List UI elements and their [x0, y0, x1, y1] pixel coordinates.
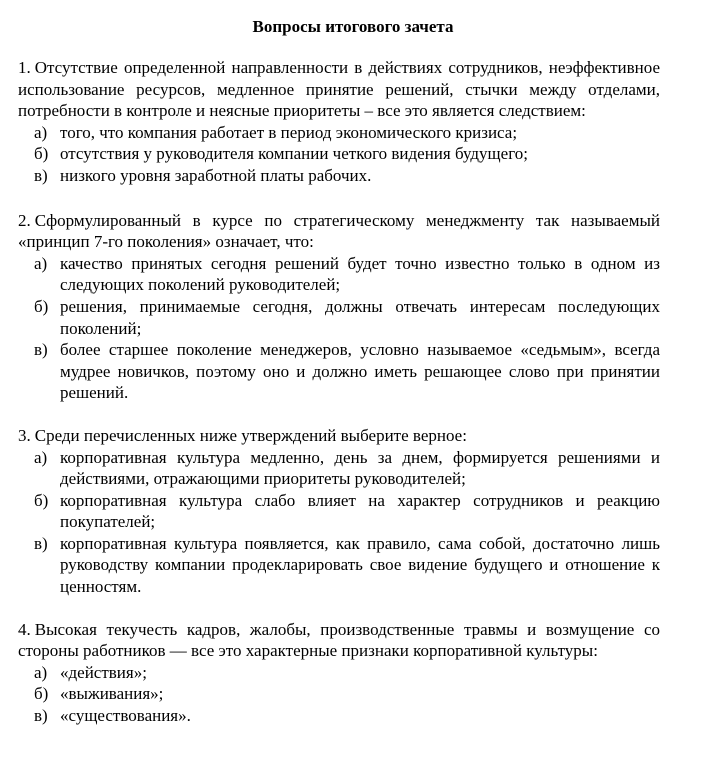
question-4 [18, 619, 660, 727]
question-number: 1. [18, 58, 31, 77]
option-text: качество принятых сегодня решений будет точно известно только в одном из следующих поколений руководителей; [60, 253, 660, 295]
question-number: 4. [18, 619, 31, 639]
option-letter: в) [34, 533, 48, 553]
question-text: Сформулированный в курсе по стратегическому менеджменту так называемый «принцип 7-го поколения» означает, что: [18, 210, 660, 252]
question-stem [18, 210, 660, 253]
option-letter: а) [34, 662, 48, 682]
answer-option [18, 122, 660, 144]
answer-options [18, 253, 660, 404]
option-letter: б) [34, 144, 49, 164]
option-letter: в) [34, 706, 48, 726]
answer-option [18, 339, 660, 404]
option-letter: в) [34, 340, 48, 360]
answer-option [18, 490, 660, 533]
option-text: решения, принимаемые сегодня, должны отвечать интересам последующих поколений; [60, 296, 660, 338]
question-number: 2. [18, 210, 31, 230]
question-number: 3. [18, 425, 31, 445]
question-stem [18, 57, 660, 122]
option-text: более старшее поколение менеджеров, условно называемое «седьмым», всегда мудрее новичков, поэтому оно и должно иметь решающее слово при принятии решений. [60, 340, 660, 403]
question-3 [18, 425, 660, 598]
answer-option [18, 447, 660, 490]
question-2 [18, 210, 660, 404]
question-stem [18, 619, 660, 662]
question-stem [18, 425, 660, 447]
option-text: корпоративная культура слабо влияет на характер сотрудников и реакцию покупателей; [60, 490, 660, 532]
answer-options [18, 447, 660, 598]
answer-option [18, 533, 660, 598]
option-letter: а) [34, 253, 48, 273]
option-text: «действия»; [60, 662, 147, 682]
option-text: низкого уровня заработной платы рабочих. [60, 165, 372, 185]
option-text: того, что компания работает в период экономического кризиса; [60, 122, 518, 142]
answer-option [18, 143, 660, 165]
question-text: Среди перечисленных ниже утверждений выберите верное: [34, 425, 467, 445]
option-letter: б) [34, 490, 49, 510]
answer-option [18, 253, 660, 296]
question-text: Высокая текучесть кадров, жалобы, производственные травмы и возмущение со стороны работников — все это характерные признаки корпоративной культуры: [18, 619, 660, 661]
option-text: «существования». [60, 706, 191, 726]
answer-option [18, 165, 660, 187]
answer-options [18, 122, 660, 187]
question-1 [18, 57, 660, 187]
answer-option [18, 662, 660, 684]
option-letter: а) [34, 122, 48, 142]
option-letter: б) [34, 684, 49, 704]
question-text: Отсутствие определенной направленности в действиях сотрудников, неэффективное использование ресурсов, медленное принятие решений, стычки между отделами, потребности в контроле и неясные приоритеты – все это является следствием: [18, 58, 660, 121]
option-letter: а) [34, 447, 48, 467]
option-text: корпоративная культура появляется, как правило, сама собой, достаточно лишь руководству компании продекларировать свое видение будущего и отношение к ценностям. [60, 533, 660, 597]
option-letter: б) [34, 296, 49, 316]
answer-option [18, 296, 660, 339]
answer-options [18, 662, 660, 727]
document-title: Вопросы итогового зачета [252, 17, 454, 36]
option-text: отсутствия у руководителя компании четкого видения будущего; [60, 144, 528, 164]
option-text: корпоративная культура медленно, день за днем, формируется решениями и действиями, отражающими приоритеты руководителей; [60, 447, 660, 489]
option-text: «выживания»; [60, 684, 164, 704]
option-letter: в) [34, 165, 48, 185]
answer-option [18, 683, 660, 705]
answer-option [18, 705, 660, 727]
